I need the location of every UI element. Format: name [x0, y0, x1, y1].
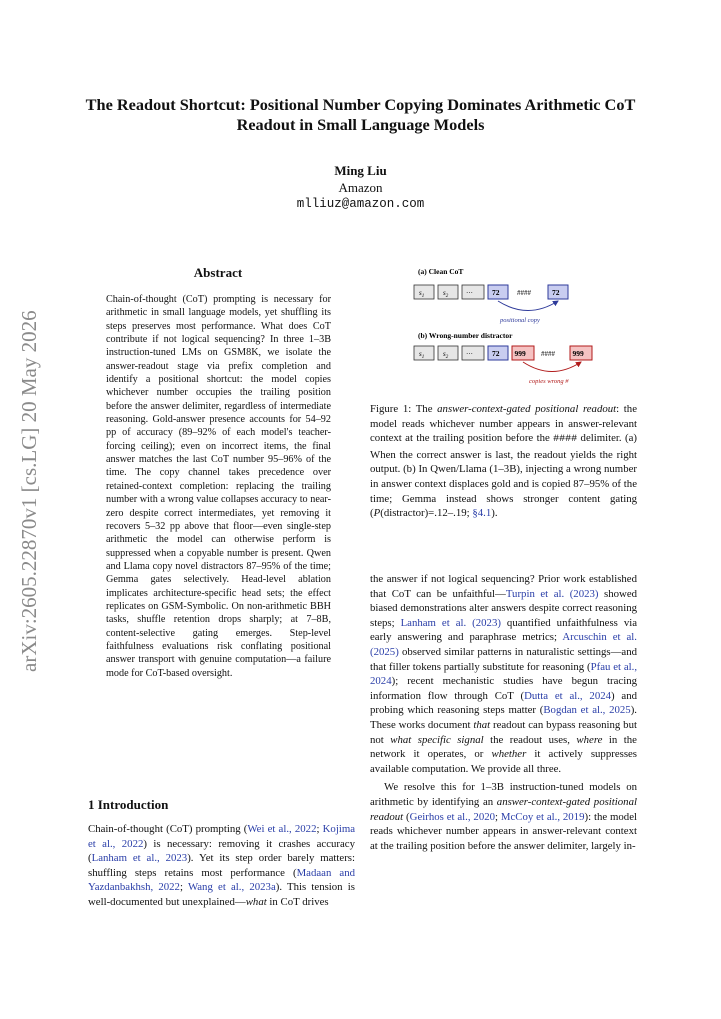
paper-title: The Readout Shortcut: Positional Number Copying Dominates Arithmetic CoT Readout in Small Language Models	[85, 95, 636, 134]
panel-a-label: (a) Clean CoT	[418, 267, 464, 276]
abstract-heading: Abstract	[193, 265, 243, 280]
svg-text:s1: $s_1$	[419, 350, 425, 360]
intro-paragraph: Chain-of-thought (CoT) prompting (Wei et al., 2022; Kojima et al., 2022) is necessary: removing it crashes accuracy (Lanham et al., 2023). Yet its step order barely matters: shuffling steps retains most performance (Madaan and Yazdanbakhsh, 2022; Wang et al., 2023a). This tension is well-documented but unexplained—what in CoT drives	[88, 823, 356, 908]
panel-a-tokens	[414, 285, 568, 324]
arxiv-stamp	[6, 292, 48, 672]
svg-text:s1: $s_1$	[419, 289, 425, 299]
arrow-copies-wrong	[523, 362, 581, 372]
body-paragraph: the answer if not logical sequencing? Prior work established that CoT can be unfaithful—Turpin et al. (2023) showed biased demonstrations alter answers despite correct reasoning steps; Lanham et al. (2023) quantified unfaithfulness via early answering and paraphrase metrics; Arcuschin et al. (2025) observed similar patterns in naturalistic settings—and that filler tokens partially substitute for reasoning (Pfau et al., 2024); recent mechanistic studies have begun tracing information flow through CoT (Dutta et al., 2024) and probing which reasoning steps matter (Bogdan et al., 2025). These works document that readout can bypass reasoning but not what specific signal the readout uses, where in the network it operates, or whether it actively suppresses available computation. We provide all three.	[370, 573, 638, 775]
arrow-positional-copy	[498, 301, 558, 311]
citation-link[interactable]: Kojima et al., 2022	[88, 823, 356, 850]
panel-b-label: (b) Wrong-number distractor	[418, 331, 513, 340]
author-email[interactable]: mlliuz@amazon.com	[296, 197, 425, 211]
author-block	[60, 162, 661, 213]
citation-link[interactable]: McCoy et al., 2019	[500, 810, 585, 823]
svg-text:···: ···	[466, 350, 473, 358]
arxiv-stamp-text: arXiv:2605.22870v1 [cs.LG] 20 May 2026	[17, 310, 41, 672]
citation-link[interactable]: Arcuschin et al. (2025)	[370, 631, 637, 658]
author-affiliation: Amazon	[338, 180, 383, 195]
citation-link[interactable]: Geirhos et al., 2020	[409, 810, 496, 823]
author-name: Ming Liu	[334, 163, 387, 178]
section-heading-introduction: 1 Introduction	[88, 797, 169, 812]
citation-link[interactable]: Madaan and Yazdanbakhsh, 2022	[88, 866, 355, 894]
arrow-b-label: copies wrong #	[529, 378, 569, 385]
figure-caption: Figure 1: The answer-context-gated positional readout: the model reads whichever number appears in answer-relevant context at the trailing position before the #### delimiter. (a) When the correct answer is last, the readout yields the right output. (b) In Qwen/Llama (1–3B), injecting a wrong number in answer context displaces gold and is copied 87–95% of the time; Gemma instead shows stronger content gating (P(distractor)=.12–.19; §4.1).	[370, 403, 637, 520]
delimiter: ####	[517, 289, 531, 297]
svg-text:s2: $s_2$	[443, 289, 449, 299]
token-gold-72: 72	[492, 288, 500, 297]
citation-link[interactable]: Lanham et al. (2023)	[400, 616, 501, 629]
output-72: 72	[552, 288, 560, 297]
citation-link[interactable]: Wei et al., 2022	[247, 823, 317, 835]
citation-link[interactable]: Lanham et al., 2023	[91, 852, 188, 865]
section-ref-link[interactable]: §4.1	[472, 507, 492, 520]
citation-link[interactable]: Wang et al., 2023a	[187, 881, 276, 894]
svg-text:####: ####	[541, 350, 555, 358]
output-999: 999	[572, 349, 584, 358]
svg-text:72: 72	[492, 349, 500, 358]
abstract-body: Chain-of-thought (CoT) prompting is necessary for arithmetic in small language models, yet shuffling its steps preserves most performance. What does CoT contribute if not logical sequencing? In three 1–3B instruction-tuned LMs on GSM8K, we isolate the answer-readout stage via prefix completion and identify a positional shortcut: the model copies whichever number occupies the trailing position before the answer delimiter, regardless of intermediate reasoning. Gold-answer presence accounts for 54–92 pp of accuracy (89–92% of each model's teacher-forcing ceiling); even on incorrect items, the final answer matches the last CoT number 95–96% of the time. The copy channel takes precedence over retained-context completion: replacing the trailing number with a wrong value collapses accuracy to near-zero despite correct intermediates, yet removing it recovers 5–32 pp above that floor—even single-step arithmetic the model can otherwise perform is suppressed when a copyable number is present. Qwen and Llama copy novel distractors 87–95% of the time; Gemma gates selectively. Head-level ablation implicates architecture-specific head sets; the effect replicates on GSM-Symbolic. On non-arithmetic BBH tasks, shuffle retention drops sharply; at 7–8B, content-selective gating emerges. Step-level faithfulness evaluations risk conflating positional answer transport with genuine computation—a failure mode for CoT-based oversight.	[106, 294, 331, 679]
arrow-a-label: positional copy	[500, 317, 540, 324]
svg-text:···: ···	[466, 289, 473, 297]
token-distractor-999: 999	[514, 349, 526, 358]
panel-b-tokens	[414, 346, 592, 385]
citation-link[interactable]: Bogdan et al., 2025	[543, 704, 631, 717]
right-column-body	[370, 572, 637, 853]
citation-link[interactable]: Dutta et al., 2024	[524, 689, 612, 702]
citation-link[interactable]: Turpin et al. (2023)	[505, 587, 599, 600]
figure-1-diagram	[372, 262, 637, 390]
svg-text:s2: $s_2$	[443, 350, 449, 360]
citation-link[interactable]: Pfau et al., 2024	[370, 660, 638, 688]
body-paragraph: We resolve this for 1–3B instruction-tuned models on arithmetic by identifying an answer-context-gated positional readout (Geirhos et al., 2020; McCoy et al., 2019): the model reads whichever number appears in answer-relevant context at the trailing position before the answer delimiter, largely in-	[370, 781, 637, 852]
